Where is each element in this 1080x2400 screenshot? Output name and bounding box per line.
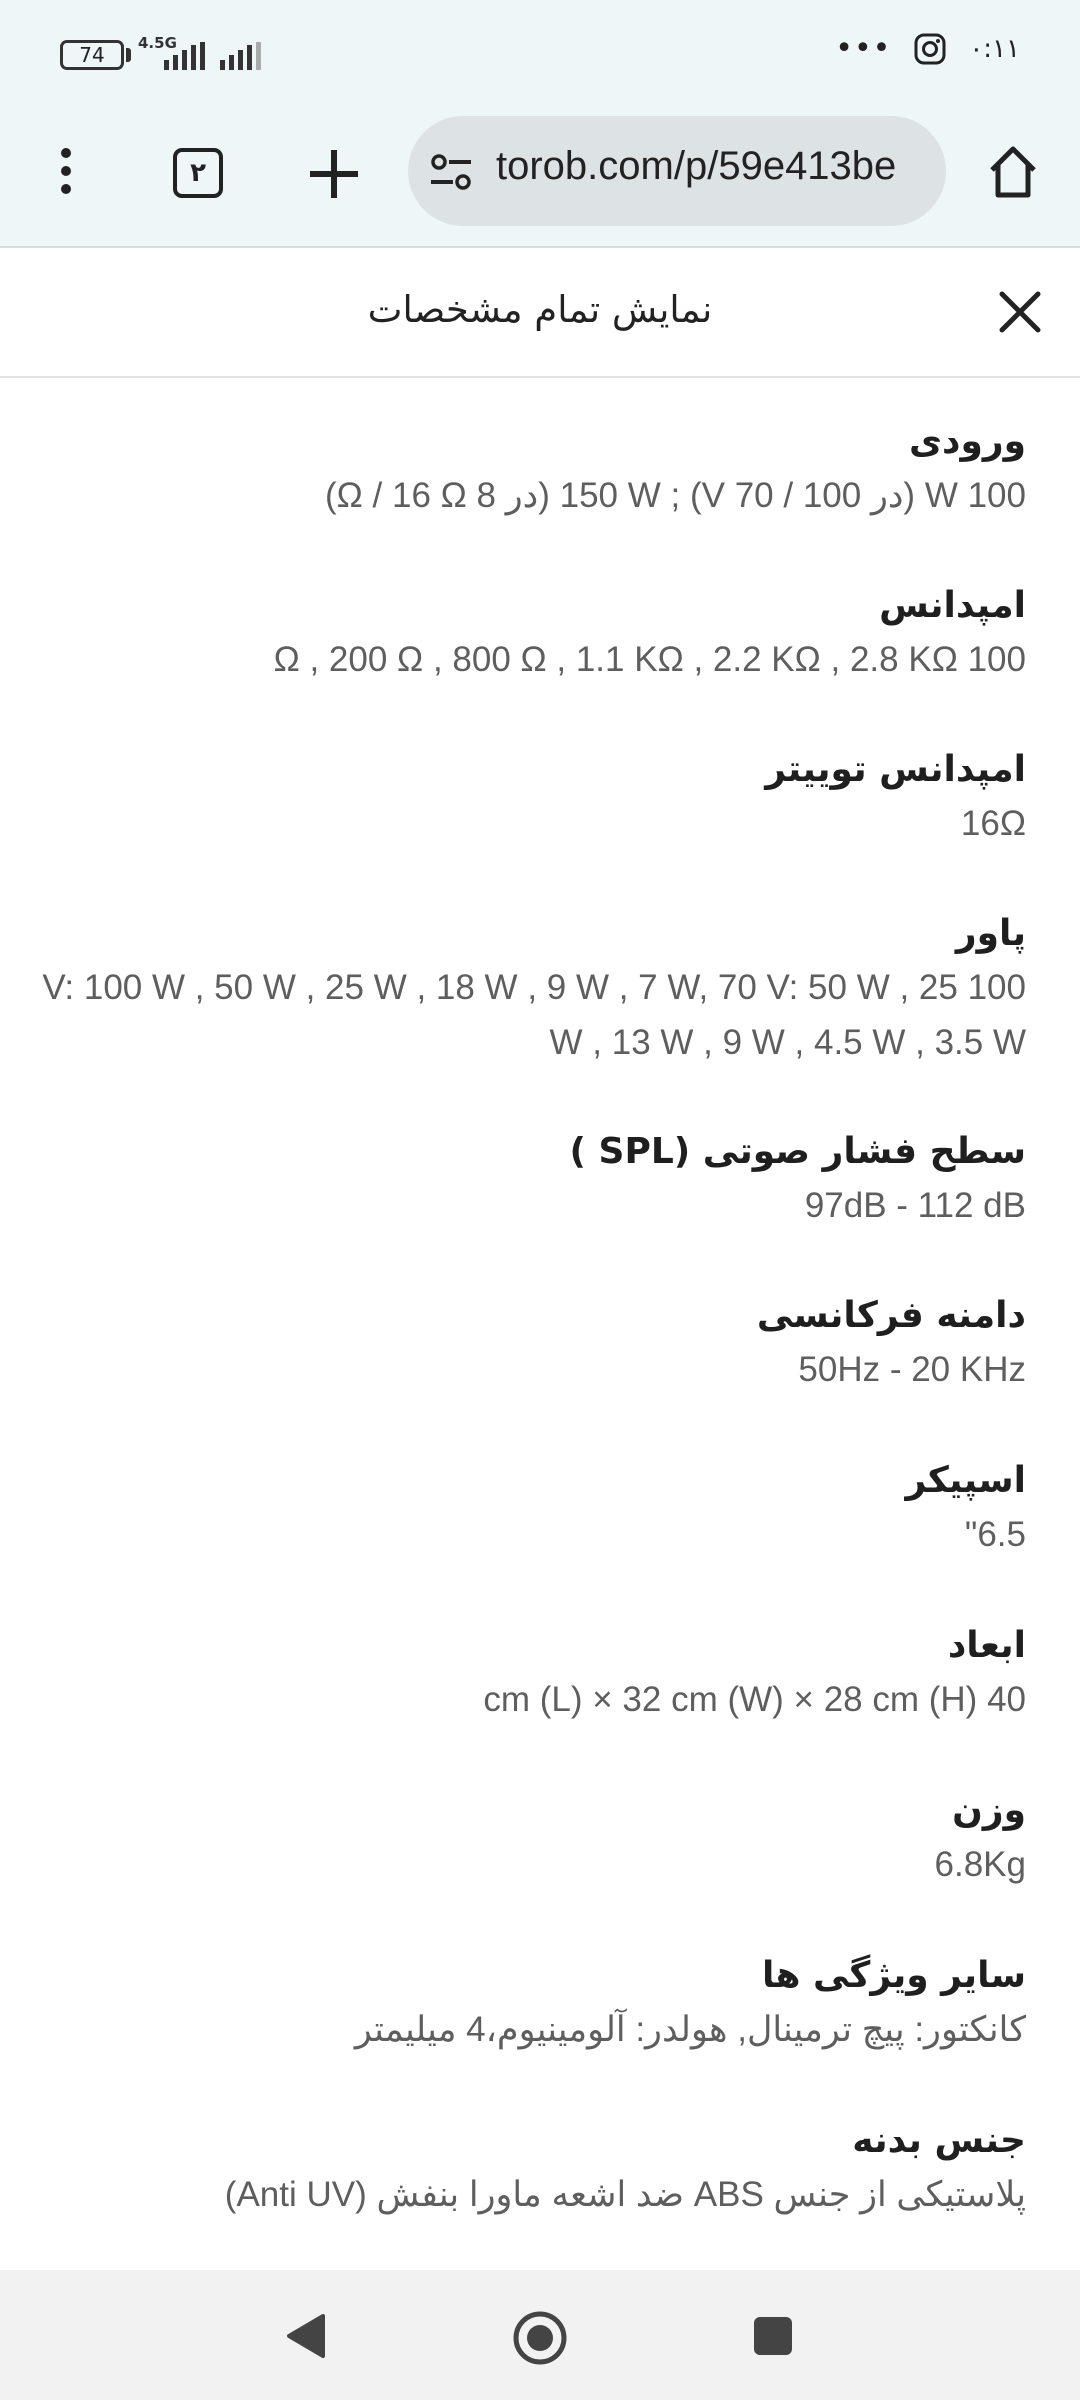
site-settings-icon[interactable] bbox=[430, 152, 472, 192]
spec-value: 16Ω bbox=[960, 804, 1026, 843]
tab-switcher-button[interactable]: ۲ bbox=[173, 148, 223, 198]
spec-label: ورودی bbox=[909, 421, 1026, 462]
specs-sheet-header bbox=[0, 250, 1080, 378]
signal-strength-icon bbox=[162, 42, 210, 70]
spec-value: 100 V: 100 W , 50 W , 25 W , 18 W , 9 W , 7 W, 70 V: 50 W , 25 W , 13 W , 9 W , 4.5 W , 3.5 W bbox=[42, 968, 1026, 1062]
spec-item-power bbox=[40, 908, 1026, 1070]
spec-label: وزن bbox=[952, 1790, 1026, 1831]
spec-item-input bbox=[40, 416, 1026, 523]
spec-label: سطح فشار صوتی (SPL ) bbox=[569, 1131, 1026, 1172]
spec-item-impedance bbox=[40, 580, 1026, 687]
home-icon[interactable] bbox=[986, 144, 1040, 200]
spec-value: 40 cm (L) × 32 cm (W) × 28 cm (H) bbox=[483, 1680, 1026, 1719]
spec-label: دامنه فرکانسی bbox=[756, 1295, 1026, 1336]
instagram-icon bbox=[913, 32, 947, 66]
spec-item-spl bbox=[40, 1126, 1026, 1233]
spec-label: پاور bbox=[955, 913, 1026, 954]
spec-item-tweeter-impedance bbox=[40, 744, 1026, 851]
status-bar bbox=[0, 0, 1080, 100]
spec-value: 50Hz - 20 KHz bbox=[798, 1350, 1026, 1389]
address-bar[interactable] bbox=[408, 116, 946, 226]
system-navigation-bar bbox=[0, 2270, 1080, 2400]
more-menu-icon[interactable] bbox=[46, 146, 86, 196]
back-icon[interactable] bbox=[283, 2312, 327, 2360]
spec-label: امپدانس توییتر bbox=[765, 749, 1026, 790]
spec-value: 100 Ω , 200 Ω , 800 Ω , 1.1 KΩ , 2.2 KΩ , 2.8 KΩ bbox=[273, 640, 1026, 679]
spec-value: پلاستیکی از جنس ABS ضد اشعه ماورا بنفش (Anti UV) bbox=[224, 2175, 1026, 2214]
recent-apps-icon[interactable] bbox=[752, 2315, 794, 2357]
home-button-icon[interactable] bbox=[512, 2310, 568, 2366]
spec-label: ابعاد bbox=[947, 1625, 1026, 1666]
spec-item-frequency-range bbox=[40, 1290, 1026, 1397]
battery-indicator: 74 bbox=[60, 40, 124, 70]
spec-label: امپدانس bbox=[879, 585, 1026, 626]
sheet-title: نمایش تمام مشخصات bbox=[367, 288, 713, 331]
clock: ۰:۱۱ bbox=[969, 34, 1020, 64]
spec-value: 6.5" bbox=[964, 1515, 1026, 1554]
spec-label: جنس بدنه bbox=[852, 2120, 1026, 2161]
network-type-label: 4.5G bbox=[138, 34, 177, 52]
spec-item-body-material bbox=[40, 2115, 1026, 2222]
spec-value: 97dB - 112 dB bbox=[804, 1186, 1026, 1225]
spec-item-dimensions bbox=[40, 1620, 1026, 1727]
new-tab-icon[interactable] bbox=[308, 148, 360, 200]
more-notifications-icon: ••• bbox=[835, 31, 892, 66]
browser-toolbar bbox=[0, 100, 1080, 248]
spec-value: 6.8Kg bbox=[934, 1845, 1026, 1884]
signal-strength-icon-2 bbox=[218, 42, 266, 70]
spec-item-speaker bbox=[40, 1455, 1026, 1562]
close-icon[interactable] bbox=[996, 288, 1044, 336]
spec-item-weight bbox=[40, 1785, 1026, 1892]
spec-label: اسپیکر bbox=[905, 1460, 1026, 1501]
specs-list bbox=[0, 380, 1080, 2270]
spec-value: 100 W (در 100 / 70 V) ; 150 W (در 8 Ω / 16 Ω) bbox=[325, 476, 1026, 515]
spec-label: سایر ویژگی ها bbox=[761, 1955, 1026, 1996]
battery-tip bbox=[126, 48, 131, 62]
url-text[interactable]: torob.com/p/59e413be bbox=[496, 144, 897, 188]
spec-item-other-features bbox=[40, 1950, 1026, 2057]
spec-value: کانکتور: پیچ ترمینال, هولدر: آلومینیوم،4 میلیمتر bbox=[354, 2010, 1026, 2049]
